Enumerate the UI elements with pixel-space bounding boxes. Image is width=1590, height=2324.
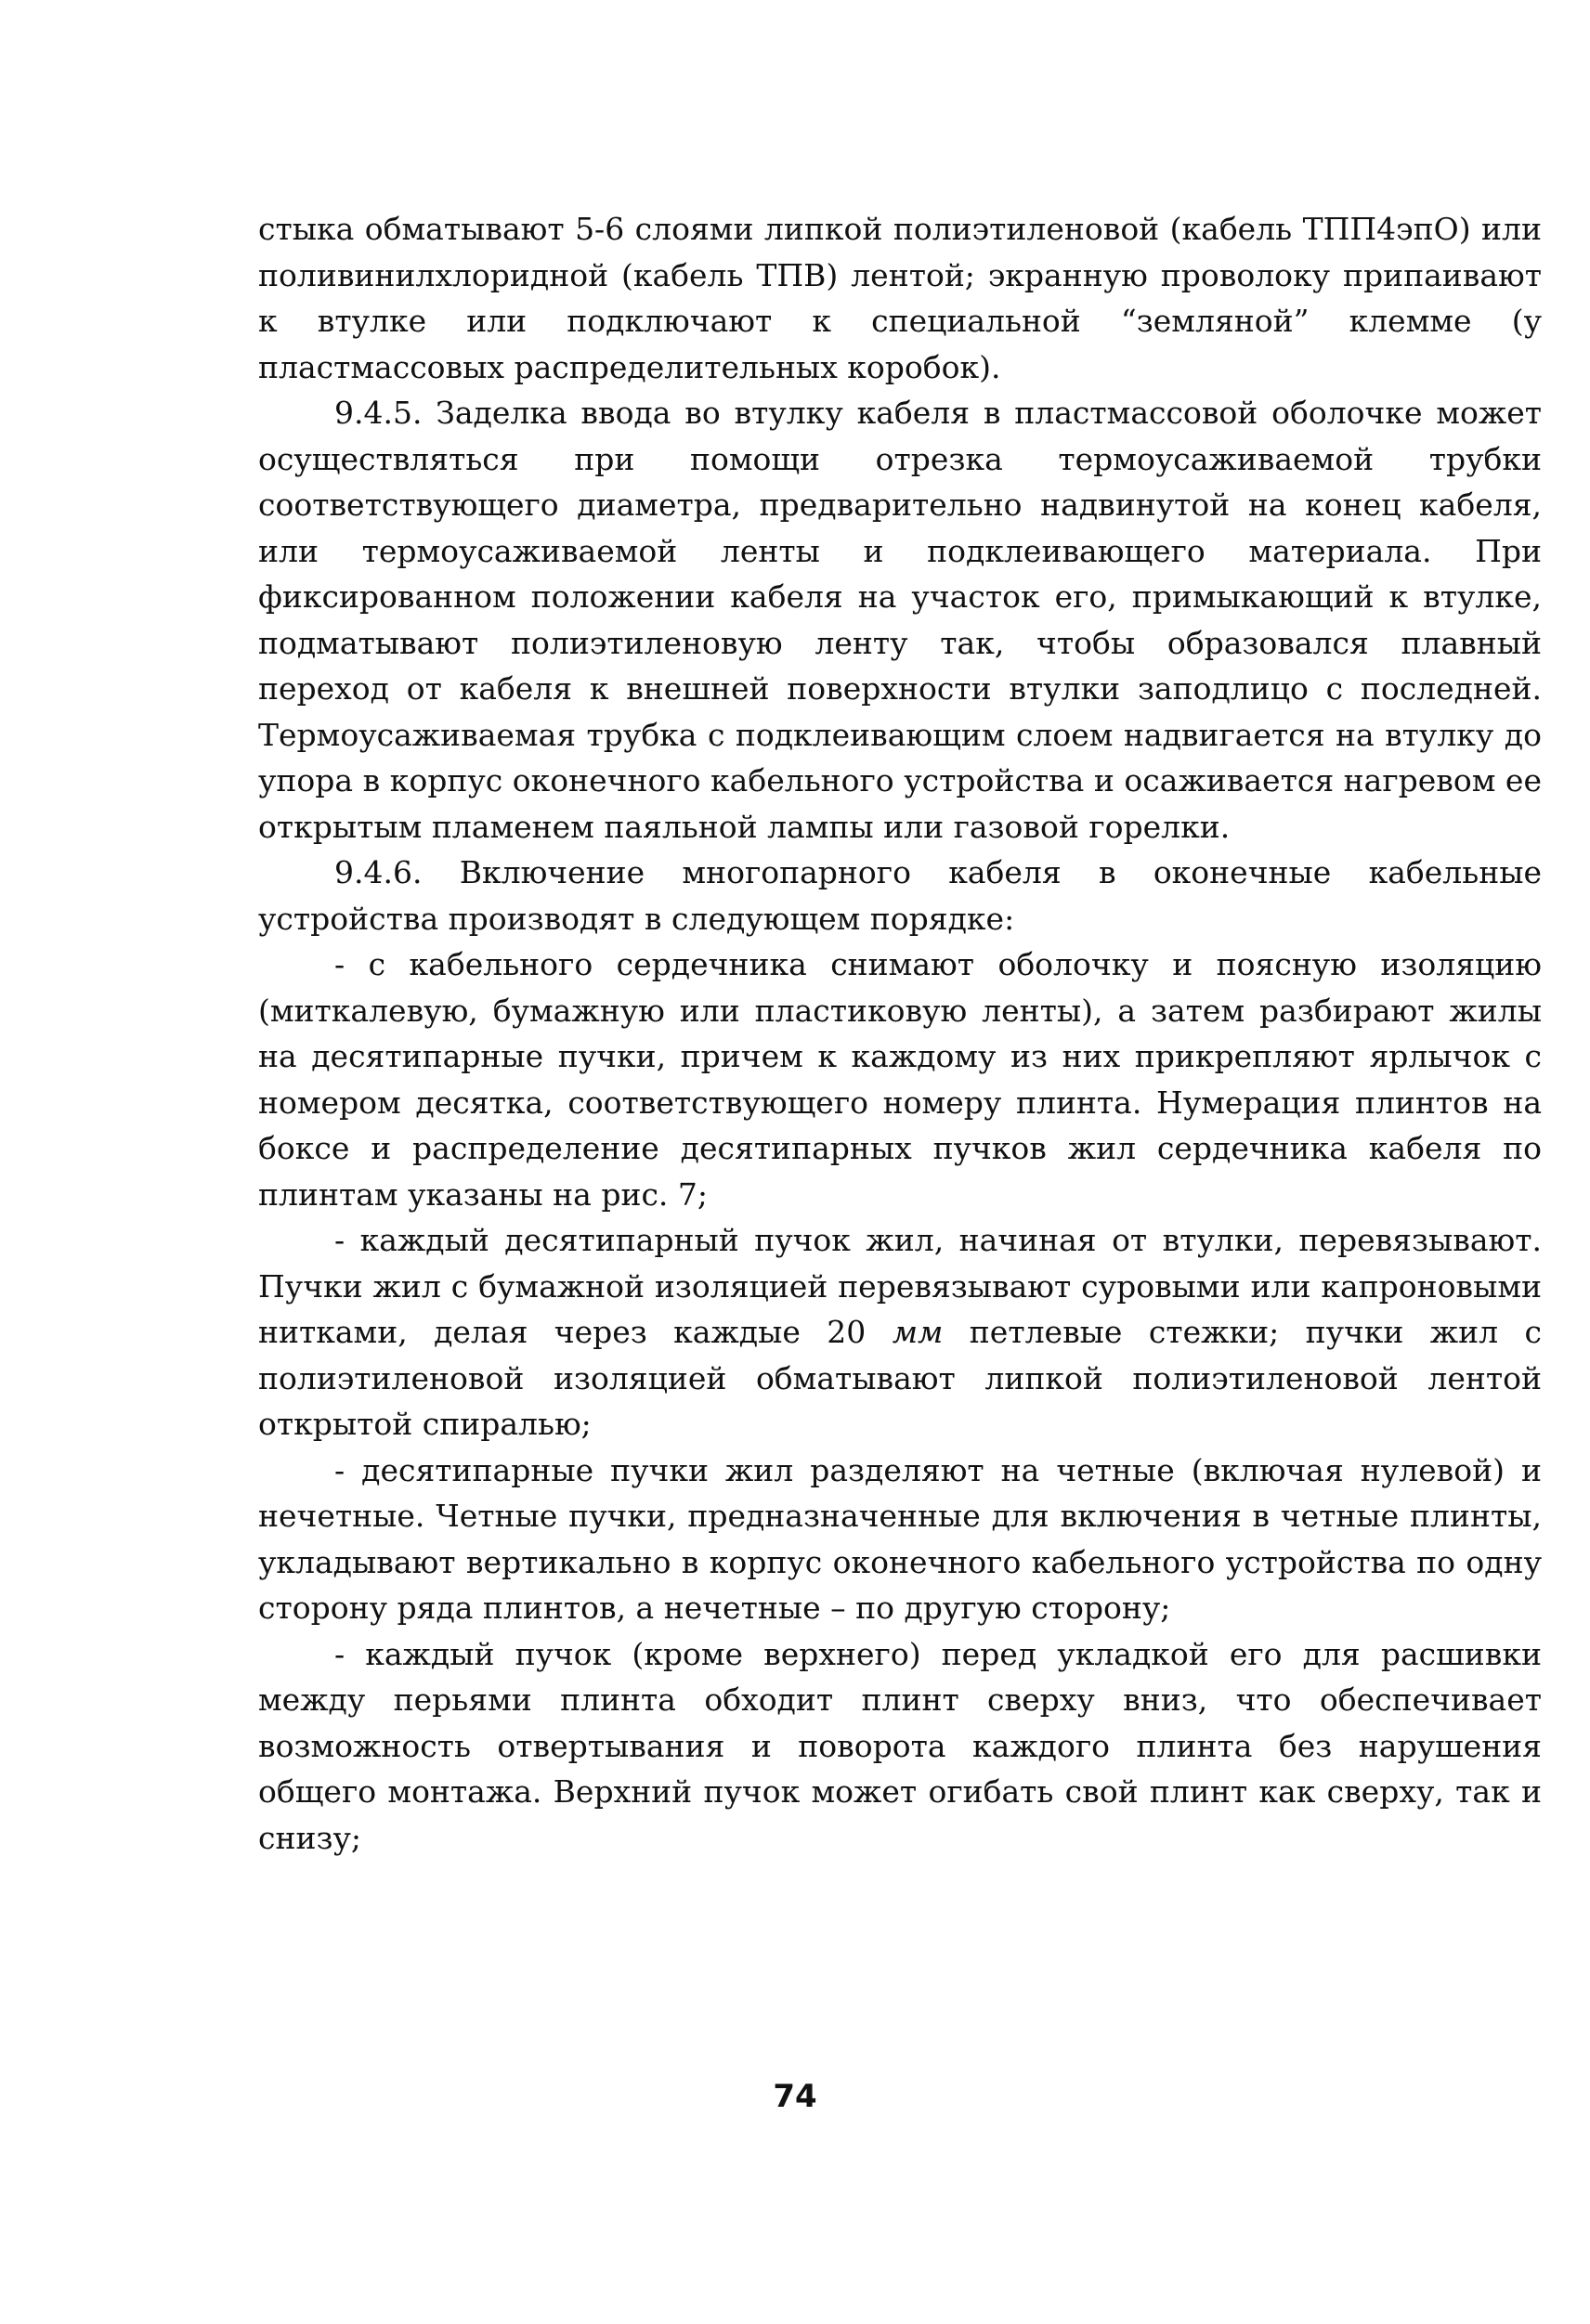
list-item-remove-sheath: - с кабельного сердечника снимают оболочку и поясную изоляцию (миткалевую, бумажную или пластиковую ленты), а затем разбирают жилы на десятипарные пучки, причем к каждому из них прикрепляют ярлычок с номером десятка, соответствующего номеру плинта. Нумерация плинтов на боксе и распределение десятипарных пучков жил сердечника кабеля по плинтам указаны на рис. 7; bbox=[258, 946, 1542, 1213]
unit-millimeters: мм bbox=[892, 1314, 944, 1350]
list-item-tie-bundles bbox=[258, 1217, 1542, 1448]
list-item-tie-bundles-text-after: петлевые стежки; пучки жил с полиэтиленовой изоляцией обматывают липкой полиэтиленовой лентой открытой спиралью; bbox=[258, 1314, 1542, 1442]
body-text bbox=[258, 206, 1542, 1861]
page-number: 74 bbox=[773, 2078, 817, 2115]
list-item-tie-bundles-text-before: - каждый десятипарный пучок жил, начиная от втулки, перевязывают. Пучки жил с бумажной изоляцией перевязывают суровыми или капроновыми нитками, делая через каждые 20 bbox=[258, 1222, 1542, 1350]
list-item-bundle-routing: - каждый пучок (кроме верхнего) перед укладкой его для расшивки между перьями плинта обходит плинт сверху вниз, что обеспечивает возможность отвертывания и поворота каждого плинта без нарушения общего монтажа. Верхний пучок может огибать свой плинт как сверху, так и снизу; bbox=[258, 1635, 1542, 1856]
paragraph-9-4-5: 9.4.5. Заделка ввода во втулку кабеля в пластмассовой оболочке может осуществляться при помощи отрезка термоусаживаемой трубки соответствующего диаметра, предварительно надвинутой на конец кабеля, или термоусаживаемой ленты и подклеивающего материала. При фиксированном положении кабеля на участок его, примыкающий к втулке, подматывают полиэтиленовую ленту так, чтобы образовался плавный переход от кабеля к внешней поверхности втулки заподлицо с последней. Термоусаживаемая трубка с подклеивающим слоем надвигается на втулку до упора в корпус оконечного кабельного устройства и осаживается нагревом ее открытым пламенем паяльной лампы или газовой горелки. bbox=[258, 395, 1542, 845]
list-item-split-even-odd: - десятипарные пучки жил разделяют на четные (включая нулевой) и нечетные. Четные пучки, предназначенные для включения в четные плинты, укладывают вертикально в корпус оконечного кабельного устройства по одну сторону ряда плинтов, а нечетные – по другую сторону; bbox=[258, 1451, 1542, 1626]
paragraph-9-4-6: 9.4.6. Включение многопарного кабеля в оконечные кабельные устройства производят в следующем порядке: bbox=[258, 854, 1542, 937]
paragraph-continuation: стыка обматывают 5-6 слоями липкой полиэтиленовой (кабель ТПП4эпО) или поливинилхлоридной (кабель ТПВ) лентой; экранную проволоку припаивают к втулке или подключают к специальной “земляной” клемме (у пластмассовых распределительных коробок). bbox=[258, 211, 1542, 385]
